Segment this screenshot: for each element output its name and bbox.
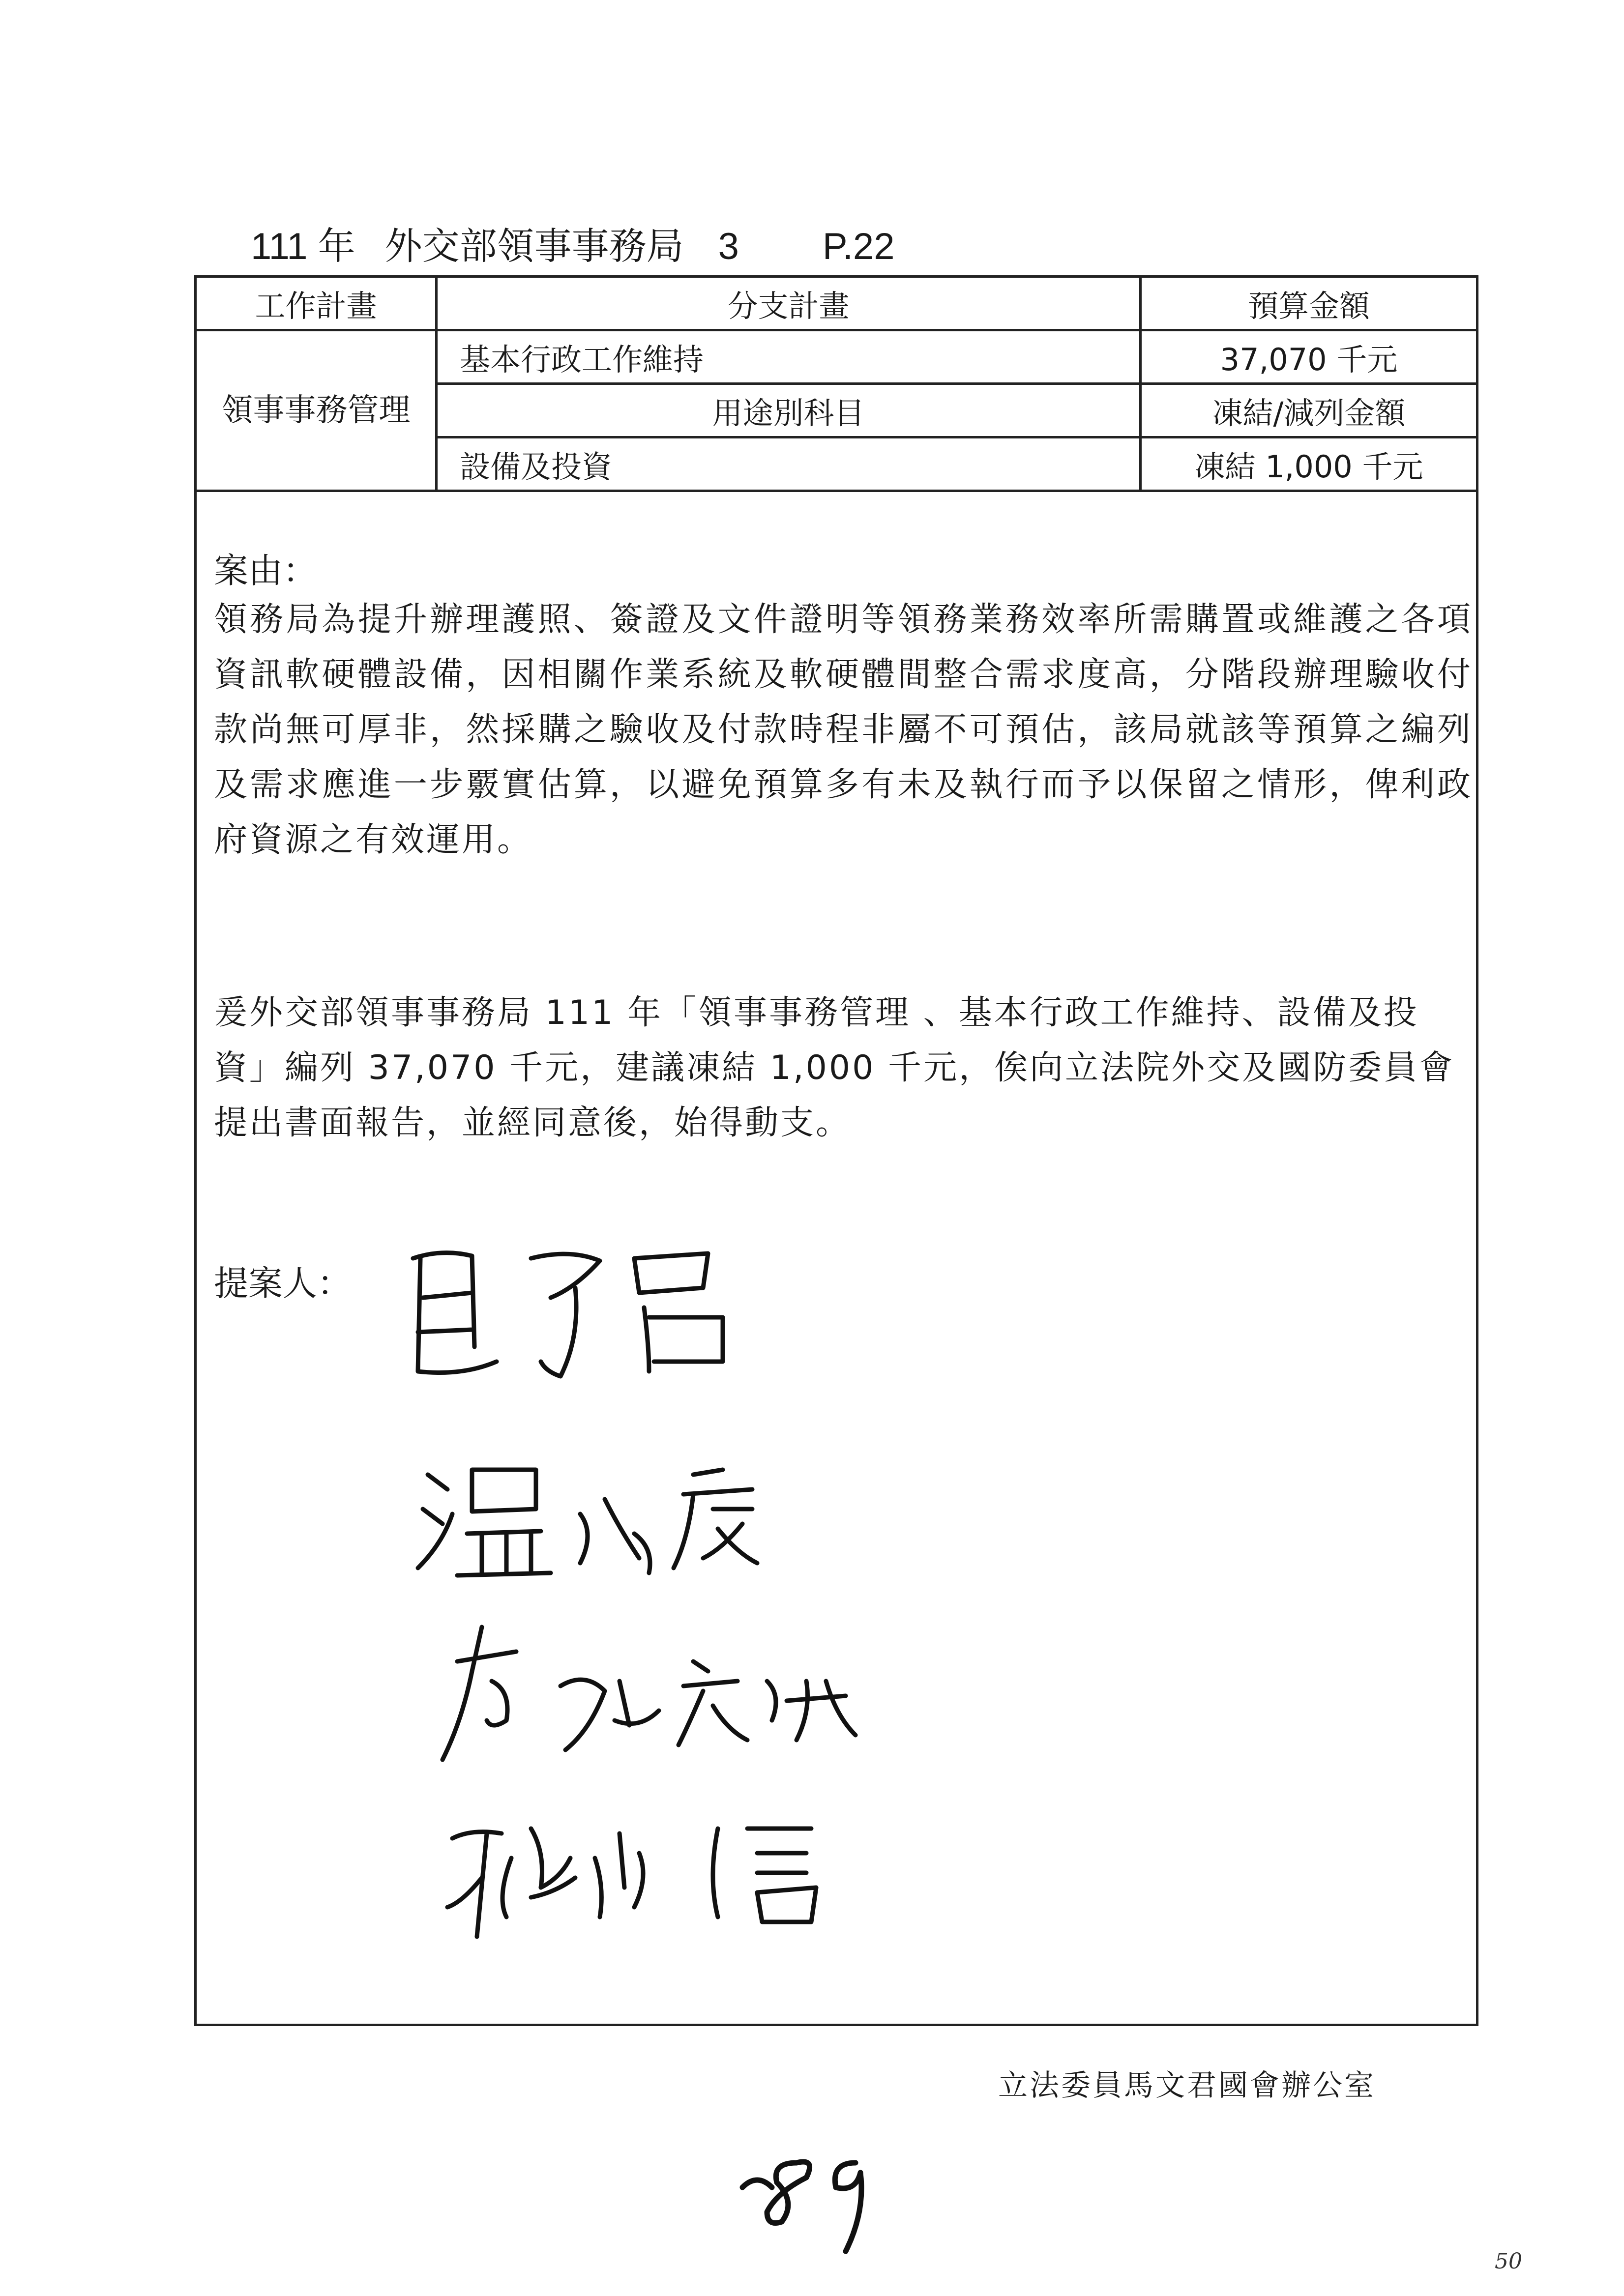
reason-title: 案由： [214, 551, 317, 591]
freeze-header: 凍結/減列金額 [1141, 384, 1477, 437]
header-item-number: 3 [718, 226, 739, 267]
budget-amount-header: 預算金額 [1141, 277, 1477, 330]
sub-plan-header: 分支計畫 [437, 277, 1141, 330]
resolution-text: 爰外交部領事事務局 111 年「領事事務管理 、基本行政工作維持、設備及投資」編列 37,070 千元，建議凍結 1,000 千元，俟向立法院外交及國防委員會提出書面報告，並經同意後，始得動支。 [214, 993, 1455, 1142]
office-footer: 立法委員馬文君國會辦公室 [998, 2068, 1376, 2103]
sub-plan-value: 基本行政工作維持 [437, 330, 1141, 384]
budget-table [194, 275, 1478, 492]
work-plan-header: 工作計畫 [196, 277, 437, 330]
table-header-row [196, 277, 1477, 330]
page-header [251, 216, 894, 270]
proposer-label: 提案人： [214, 1263, 352, 1304]
reason-text: 領務局為提升辦理護照、簽證及文件證明等領務業務效率所需購置或維護之各項資訊軟硬體設備，因相關作業系統及軟硬體間整合需求度高，分階段辦理驗收付款尚無可厚非，然採購之驗收及付款時程非屬不可預估，該局就該等預算之編列及需求應進一步覈實估算，以避免預算多有未及執行而予以保留之情形，俾利政府資源之有效運用。 [214, 600, 1473, 859]
header-year: 111 年 [251, 226, 355, 267]
use-category-header: 用途別科目 [437, 384, 1141, 437]
freeze-value: 凍結 1,000 千元 [1141, 437, 1477, 491]
corner-mark: 50 [1495, 2249, 1522, 2274]
work-plan-value: 領事事務管理 [196, 330, 437, 491]
table-row [196, 330, 1477, 384]
header-agency: 外交部領事事務局 [384, 226, 684, 267]
use-category-value: 設備及投資 [437, 437, 1141, 491]
page-number-handwritten [742, 2162, 861, 2251]
budget-value: 37,070 千元 [1141, 330, 1477, 384]
header-page-ref: P.22 [822, 226, 895, 267]
